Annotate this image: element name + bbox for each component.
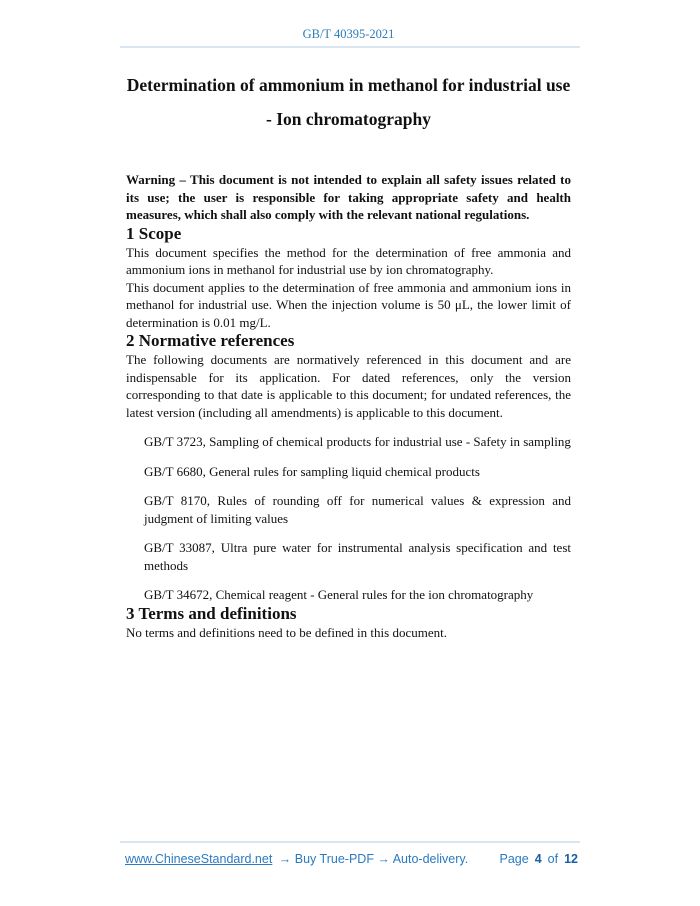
warning-paragraph: Warning – This document is not intended to explain all safety issues related to its use; the user is responsible for taking appropriate safety and health measures, which shall also comply with the relevant national regulations. [126, 172, 571, 222]
page-current: 4 [534, 852, 542, 866]
section-heading-terms-definitions: 3 Terms and definitions [126, 603, 297, 623]
section-heading-scope: 1 Scope [126, 223, 182, 243]
reference-item: GB/T 6680, General rules for sampling liquid chemical products [144, 463, 480, 479]
section-heading-normative-references: 2 Normative references [126, 331, 295, 350]
scope-paragraph-2: This document applies to the determination of free ammonia and ammonium ions in methanol for industrial use. When the injection volume is 50 μL, the lower limit of determination is 0.01 mg/L. [126, 279, 571, 330]
reference-item: GB/T 33087, Ultra pure water for instrumental analysis specification and test methods [144, 540, 571, 573]
website-link[interactable]: www.ChineseStandard.net [125, 852, 273, 866]
page-label: Page [499, 852, 529, 866]
footer-left [125, 852, 468, 866]
reference-item: GB/T 3723, Sampling of chemical products for industrial use - Safety in sampling [144, 434, 571, 449]
page-total: 12 [564, 852, 578, 866]
footer-tagline: → Buy True-PDF → Auto-delivery. [278, 852, 469, 866]
footer-rule [120, 841, 580, 843]
reference-item: GB/T 8170, Rules of rounding off for numerical values & expression and judgment of limiting values [144, 493, 571, 526]
reference-item: GB/T 34672, Chemical reagent - General rules for the ion chromatography [144, 587, 534, 602]
header-rule [120, 46, 580, 48]
terms-paragraph: No terms and definitions need to be defined in this document. [126, 624, 447, 640]
doc-title-line2: - Ion chromatography [266, 109, 431, 129]
doc-title-line1: Determination of ammonium in methanol for industrial use [126, 75, 571, 95]
doc-number: GB/T 40395-2021 [302, 27, 395, 41]
footer-row [120, 852, 580, 866]
scope-paragraph-1: This document specifies the method for the determination of free ammonia and ammonium ions in methanol for industrial use by ion chromatography. [126, 244, 571, 277]
of-label: of [547, 852, 559, 866]
normative-references-paragraph: The following documents are normatively referenced in this document and are indispensable for its application. For dated references, only the version corresponding to that date is applicable to this document; for undated references, the latest version (including all amendments) is applicable to this document. [126, 352, 571, 420]
page-footer [120, 841, 580, 866]
page-indicator [500, 852, 579, 866]
